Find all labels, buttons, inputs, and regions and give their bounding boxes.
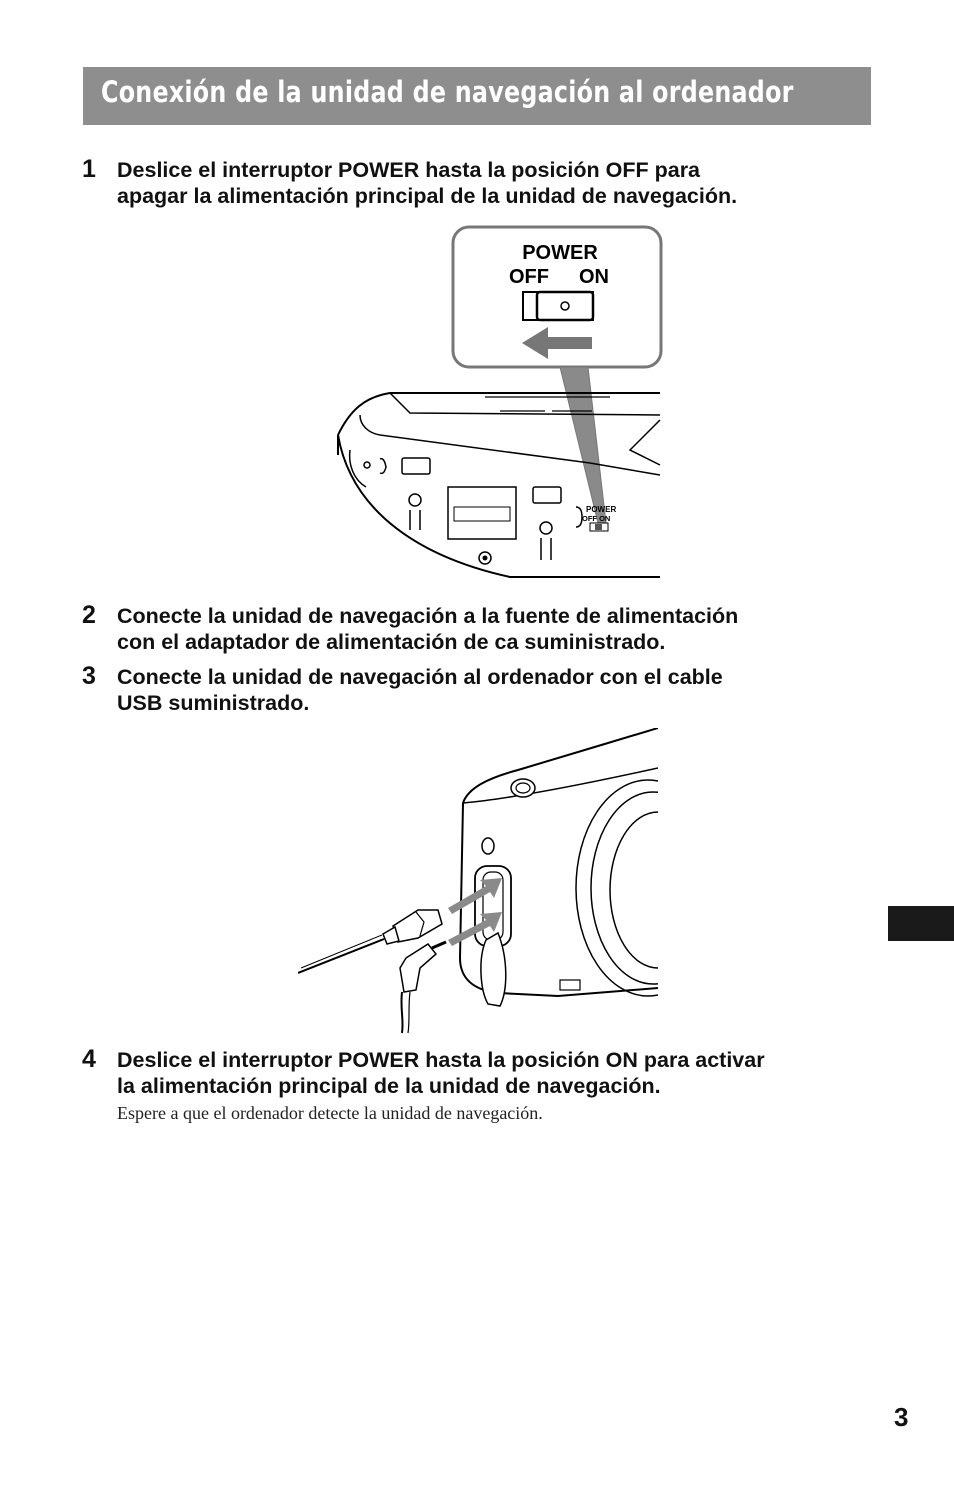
power-label: POWER xyxy=(522,242,598,264)
step-2-line-1: Conecte la unidad de navegación a la fuente de alimentación xyxy=(117,604,739,628)
step-4-text xyxy=(117,1047,877,1099)
step-1-line-1: Deslice el interruptor POWER hasta la posición OFF para xyxy=(117,158,701,182)
step-3-number: 3 xyxy=(82,662,96,690)
step-2-text xyxy=(117,603,877,655)
usb-connection-illustration xyxy=(298,728,658,1034)
on-label: ON xyxy=(579,266,609,288)
section-title-bar xyxy=(83,67,871,125)
step-1-number: 1 xyxy=(82,155,96,183)
step-4-line-2: la alimentación principal de la unidad de navegación. xyxy=(117,1074,661,1098)
step-1-line-2: apagar la alimentación principal de la unidad de navegación. xyxy=(117,184,738,208)
step-1-text xyxy=(117,157,877,209)
step-3-line-2: USB suministrado. xyxy=(117,691,310,715)
step-4-line-1: Deslice el interruptor POWER hasta la posición ON para activar xyxy=(117,1048,765,1072)
step-2-line-2: con el adaptador de alimentación de ca suministrado. xyxy=(117,630,666,654)
power-switch-illustration xyxy=(330,225,670,585)
step-4-note: Espere a que el ordenador detecte la unidad de navegación. xyxy=(117,1103,543,1123)
off-label: OFF xyxy=(509,266,549,288)
step-4-number: 4 xyxy=(82,1045,96,1073)
step-3-text xyxy=(117,664,877,716)
page-number: 3 xyxy=(894,1402,909,1432)
section-title: Conexión de la unidad de navegación al ordenador xyxy=(101,75,794,109)
step-3-line-1: Conecte la unidad de navegación al ordenador con el cable xyxy=(117,665,723,689)
small-offon-label: OFF ON xyxy=(582,514,611,523)
small-power-label: POWER xyxy=(586,505,617,514)
dc-plug-icon xyxy=(400,942,446,1033)
section-tab-marker xyxy=(888,906,954,941)
step-2-number: 2 xyxy=(82,601,96,629)
